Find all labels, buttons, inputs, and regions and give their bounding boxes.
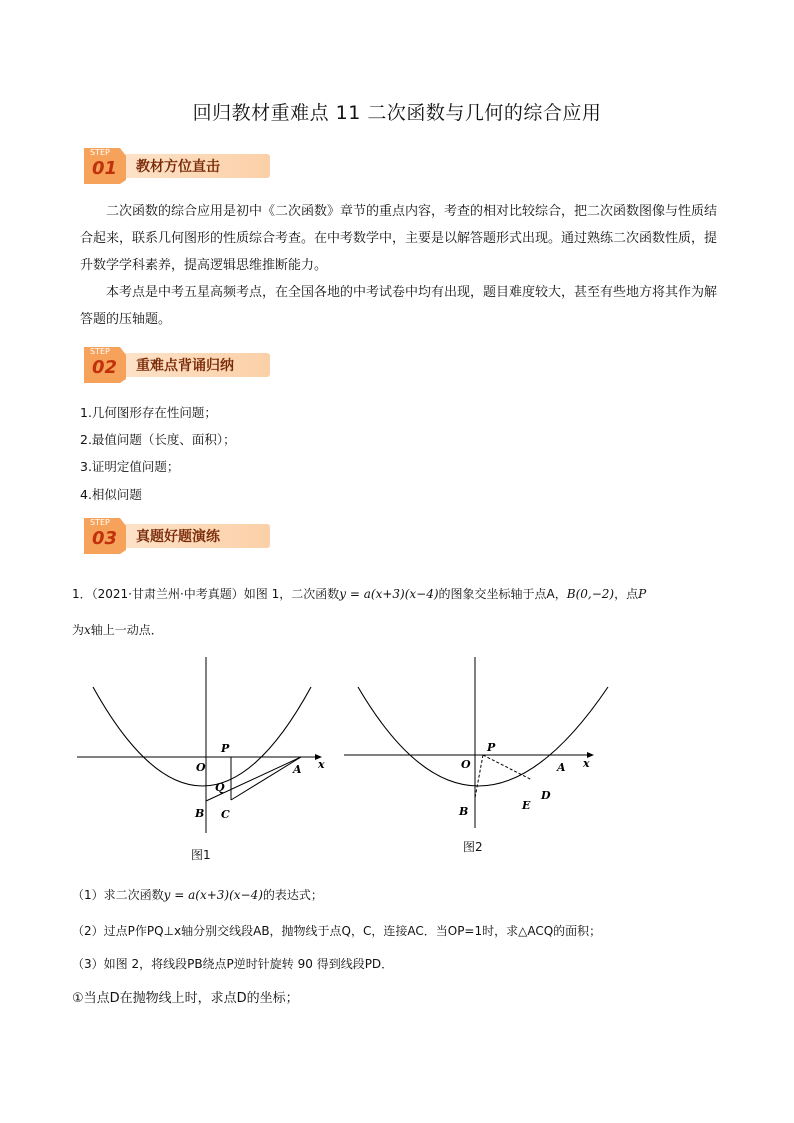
label-c: C [221,808,230,821]
question-1 [72,886,323,903]
step-01-header [80,146,270,190]
label-b: B [195,807,205,820]
segment-pb [475,755,483,798]
step-tag: STEP [90,518,110,527]
figure-2-caption: 图2 [463,840,483,854]
label-p: P [221,742,230,755]
label-p: P [487,741,496,754]
problem-text: 的图象交坐标轴于点A， [438,587,567,601]
label-o: O [196,761,206,774]
step-number: 02 [92,357,118,378]
page-title: 回归教材重难点 11 二次函数与几何的综合应用 [192,102,602,124]
list-item: 2.最值问题（长度、面积）； [80,432,236,447]
figure-2 [342,655,612,830]
step-tag: STEP [90,148,110,157]
label-o: O [461,758,471,771]
problem-text: 为 [72,623,85,637]
list-item: 1.几何图形存在性问题； [80,405,217,420]
problem-line-1 [72,585,646,602]
x-var: x [84,623,91,637]
figure-1 [75,655,335,835]
question-text: （1）求二次函数 [72,888,164,902]
question-text: 的表达式； [262,888,323,902]
problem-text: 1．（2021·甘肃兰州·中考真题）如图 1，二次函数 [72,587,340,601]
label-x: x [318,758,325,771]
step-02-header [80,345,270,389]
list-item: 4.相似问题 [80,487,142,502]
intro-paragraph-1: 二次函数的综合应用是初中《二次函数》章节的重点内容，考查的相对比较综合，把二次函数图像与性质结合起来，联系几何图形的性质综合考查。在中考数学中，主要是以解答题形式出现。通过熟练二次函数性质，提升数学学科素养，提高逻辑思维推断能力。 [80,204,718,273]
segment-pd [483,755,532,780]
point-p: P [638,587,647,601]
formula: y = a(x+3)(x−4) [339,587,439,601]
question-2: （2）过点P作PQ⊥x轴分别交线段AB，抛物线于点Q，C，连接AC．当OP=1时，求△ACQ的面积； [72,924,602,938]
label-a: A [557,761,566,774]
label-a: A [293,763,302,776]
list-item: 3.证明定值问题； [80,459,180,474]
parabola [358,687,608,786]
figure-1-caption: 图1 [191,848,211,862]
step-tag: STEP [90,347,110,356]
label-d: D [541,789,551,802]
question-3-1: ①当点D在抛物线上时，求点D的坐标； [72,991,299,1006]
point-b: B(0,−2) [566,587,615,601]
step-label: 重难点背诵归纳 [136,358,234,374]
problem-text: 轴上一动点． [90,623,163,637]
step-label: 真题好题演练 [136,529,220,545]
label-e: E [522,799,531,812]
label-q: Q [215,781,225,794]
question-3: （3）如图 2，将线段PB绕点P逆时针旋转 90 得到线段PD． [72,957,394,971]
problem-text: ，点 [614,587,639,601]
step-number: 01 [92,158,118,179]
label-x: x [583,757,590,770]
problem-line-2 [72,621,163,638]
step-label: 教材方位直击 [136,159,220,175]
step-number: 03 [92,528,118,549]
intro-paragraph-2: 本考点是中考五星高频考点，在全国各地的中考试卷中均有出现，题目难度较大，甚至有些地方将其作为解答题的压轴题。 [80,285,718,327]
label-b: B [459,805,469,818]
segment-ac [231,757,301,800]
formula: y = a(x+3)(x−4) [163,888,263,902]
step-03-header [80,516,270,560]
